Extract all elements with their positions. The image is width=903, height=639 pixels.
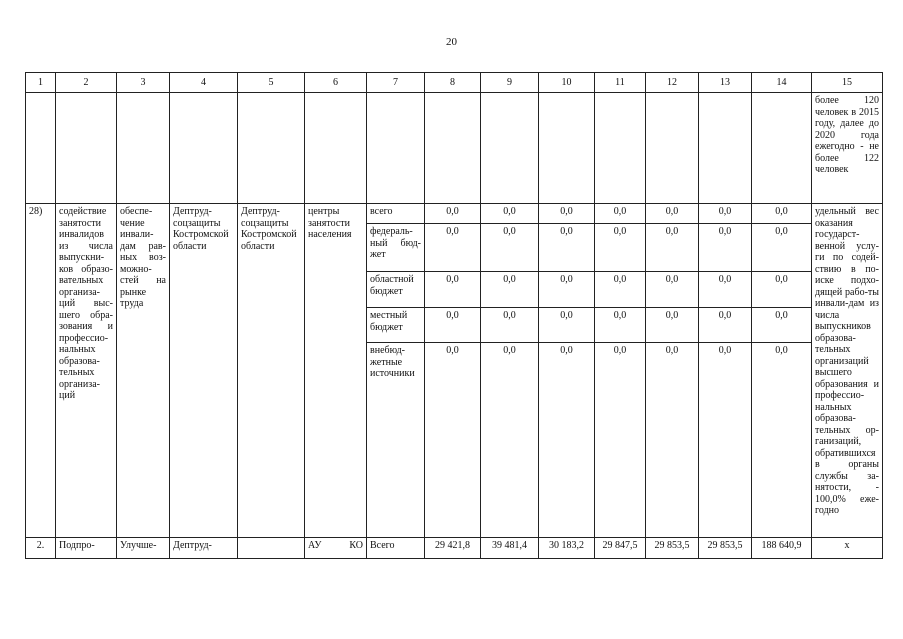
empty-cell	[56, 93, 117, 204]
empty-cell	[595, 93, 646, 204]
value-cell: 0,0	[481, 272, 539, 308]
empty-cell	[752, 93, 812, 204]
value-cell: 29 853,5	[646, 538, 699, 559]
funding-source: областной бюджет	[367, 272, 425, 308]
header-cell: 3	[117, 73, 170, 93]
header-cell: 8	[425, 73, 481, 93]
value-cell: 0,0	[752, 308, 812, 343]
value-cell: 0,0	[646, 204, 699, 224]
value-cell: 0,0	[595, 343, 646, 538]
value-cell: 29 847,5	[595, 538, 646, 559]
header-cell: 15	[812, 73, 883, 93]
header-cell: 4	[170, 73, 238, 93]
value-cell: 0,0	[752, 272, 812, 308]
empty-cell	[117, 93, 170, 204]
executor-part: АУ	[308, 540, 322, 551]
responsible-executor: Дептруд-	[170, 538, 238, 559]
value-cell: 0,0	[481, 204, 539, 224]
measure-name: содействие занятости инвалидов из числа выпускни-ков образо-вательных организа-ций выс-шего обра-зования и профессио-нальных образова-тельных организа-ций	[56, 204, 117, 538]
value-cell: 0,0	[595, 224, 646, 272]
value-cell: 188 640,9	[752, 538, 812, 559]
indicator-continuation: более 120 человек в 2015 году, далее до 2020 года ежегодно - не более 122 человек	[812, 93, 883, 204]
measure-goal: обеспе-чение инвали-дам рав-ных воз-можно-стей на рынке труда	[117, 204, 170, 538]
value-cell: 0,0	[646, 224, 699, 272]
empty-cell	[646, 93, 699, 204]
value-cell: 0,0	[699, 224, 752, 272]
value-cell: 0,0	[539, 272, 595, 308]
value-cell: 0,0	[481, 224, 539, 272]
value-cell: 0,0	[481, 308, 539, 343]
value-cell: 0,0	[699, 272, 752, 308]
value-cell: 0,0	[752, 224, 812, 272]
value-cell: 0,0	[752, 343, 812, 538]
value-cell: 39 481,4	[481, 538, 539, 559]
empty-cell	[481, 93, 539, 204]
empty-cell	[238, 93, 305, 204]
value-cell: 0,0	[595, 272, 646, 308]
header-cell: 10	[539, 73, 595, 93]
header-cell: 12	[646, 73, 699, 93]
continuation-row	[26, 93, 883, 204]
header-cell: 13	[699, 73, 752, 93]
empty-cell	[305, 93, 367, 204]
empty-cell	[699, 93, 752, 204]
value-cell: 29 421,8	[425, 538, 481, 559]
value-cell: 0,0	[595, 204, 646, 224]
value-cell: 0,0	[595, 308, 646, 343]
value-cell: 0,0	[699, 343, 752, 538]
empty-cell	[26, 93, 56, 204]
program-table	[25, 72, 883, 559]
header-cell: 14	[752, 73, 812, 93]
value-cell: 0,0	[539, 224, 595, 272]
value-cell: 0,0	[481, 343, 539, 538]
header-cell: 11	[595, 73, 646, 93]
empty-cell	[367, 93, 425, 204]
value-cell: 0,0	[425, 204, 481, 224]
funding-source: Всего	[367, 538, 425, 559]
value-cell: 0,0	[752, 204, 812, 224]
table-row	[26, 538, 883, 559]
value-cell: 0,0	[539, 204, 595, 224]
value-cell: 0,0	[699, 308, 752, 343]
funding-source: внебюд-жетные источники	[367, 343, 425, 538]
executor-part: КО	[349, 540, 363, 551]
funding-source: местный бюджет	[367, 308, 425, 343]
value-cell: 30 183,2	[539, 538, 595, 559]
value-cell: 29 853,5	[699, 538, 752, 559]
header-cell: 1	[26, 73, 56, 93]
value-cell: 0,0	[425, 272, 481, 308]
empty-cell	[425, 93, 481, 204]
row-number: 2.	[26, 538, 56, 559]
header-cell: 6	[305, 73, 367, 93]
value-cell: 0,0	[425, 343, 481, 538]
value-cell: 0,0	[646, 343, 699, 538]
row-number: 28)	[26, 204, 56, 538]
empty-cell	[539, 93, 595, 204]
executor: центры занятости населения	[305, 204, 367, 538]
value-cell: 0,0	[539, 308, 595, 343]
subprogram-goal: Улучше-	[117, 538, 170, 559]
header-cell: 7	[367, 73, 425, 93]
value-cell: 0,0	[646, 272, 699, 308]
co-executor: Дептруд-соцзащиты Костромской области	[238, 204, 305, 538]
page-number: 20	[446, 36, 457, 48]
subprogram-name: Подпро-	[56, 538, 117, 559]
header-cell: 9	[481, 73, 539, 93]
header-row	[26, 73, 883, 93]
value-cell: 0,0	[539, 343, 595, 538]
value-cell: 0,0	[646, 308, 699, 343]
target-indicator: х	[812, 538, 883, 559]
table-row	[26, 204, 883, 224]
empty-cell	[170, 93, 238, 204]
target-indicator: удельный вес оказания государст-венной услу-ги по содей-ствию в по-иске подхо-дящей рабо-ты инвали-дам из числа выпускников образова-тельных организаций высшего образования и профессио-нальных образова-тельных ор-ганизаций, обратившихся в органы службы за-нятости, - 100,0% еже-годно	[812, 204, 883, 538]
header-cell: 5	[238, 73, 305, 93]
executor	[305, 538, 367, 559]
co-executor	[238, 538, 305, 559]
header-cell: 2	[56, 73, 117, 93]
responsible-executor: Дептруд-соцзащиты Костромской области	[170, 204, 238, 538]
value-cell: 0,0	[425, 308, 481, 343]
value-cell: 0,0	[425, 224, 481, 272]
value-cell: 0,0	[699, 204, 752, 224]
funding-source: федераль-ный бюд-жет	[367, 224, 425, 272]
funding-source: всего	[367, 204, 425, 224]
